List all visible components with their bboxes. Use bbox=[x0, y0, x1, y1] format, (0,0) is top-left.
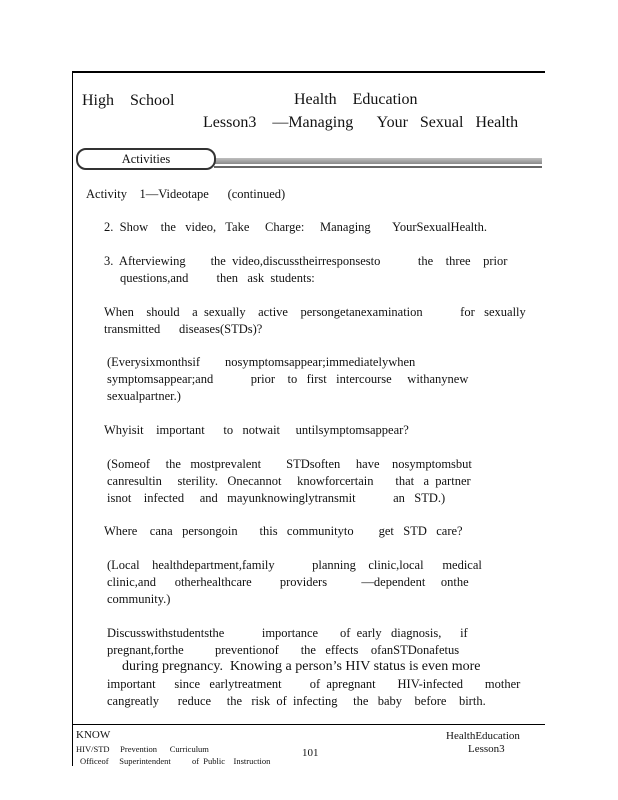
page-number: 101 bbox=[302, 747, 319, 759]
step-2: 2. Show the video, Take Charge: Managing YourSexualHealth. bbox=[104, 220, 487, 234]
footer-office: Officeof Superintendent of Public Instruction bbox=[80, 756, 271, 766]
tab-bar-rule bbox=[212, 158, 542, 164]
footer-know: KNOW bbox=[76, 729, 111, 741]
lesson-title: Lesson3 —Managing Your Sexual Health bbox=[203, 114, 519, 131]
activity-title: Activity 1—Videotape (continued) bbox=[86, 187, 286, 201]
activities-tab-bar bbox=[76, 148, 542, 170]
tab-bar-shadow bbox=[214, 166, 542, 168]
activities-tab[interactable]: Activities bbox=[76, 148, 216, 170]
page-frame-left bbox=[72, 71, 73, 766]
course-subject: Health Education bbox=[294, 91, 418, 108]
answer-3-line2: clinic,and otherhealthcare providers —dependent onthe bbox=[107, 575, 469, 589]
answer-1-line1: (Everysixmonthsif nosymptomsappear;immediatelywhen bbox=[107, 355, 416, 369]
answer-1-line2: symptomsappear;and prior to first intercourse withanynew bbox=[107, 372, 469, 386]
footer-subject: HealthEducation bbox=[446, 730, 520, 742]
question-3: Where cana persongoin this communityto get STD care? bbox=[104, 524, 463, 538]
question-2: Whyisit important to notwait untilsymptomsappear? bbox=[104, 423, 409, 437]
discuss-line1: Discusswithstudentsthe importance of early diagnosis, if bbox=[107, 626, 468, 640]
answer-3-line3: community.) bbox=[107, 592, 171, 606]
answer-2-line3: isnot infected and mayunknowinglytransmit an STD.) bbox=[107, 491, 446, 505]
question-1-line2: transmitted diseases(STDs)? bbox=[104, 322, 263, 336]
footer-curriculum: HIV/STD Prevention Curriculum bbox=[76, 744, 209, 754]
answer-3-line1: (Local healthdepartment,family planning clinic,local medical bbox=[107, 558, 482, 572]
page-frame-top bbox=[72, 71, 545, 73]
footer-lesson: Lesson3 bbox=[468, 743, 505, 755]
step-3-line1: 3. Afterviewing the video,discusstheirresponsesto the three prior bbox=[104, 254, 508, 268]
answer-1-line3: sexualpartner.) bbox=[107, 389, 181, 403]
course-level: High School bbox=[82, 92, 175, 109]
answer-2-line1: (Someof the mostprevalent STDsoften have nosymptomsbut bbox=[107, 457, 472, 471]
question-1-line1: When should a sexually active persongetanexamination for sexually bbox=[104, 305, 526, 319]
discuss-line5: cangreatly reduce the risk of infecting the baby before birth. bbox=[107, 694, 486, 708]
answer-2-line2: canresultin sterility. Onecannot knowforcertain that a partner bbox=[107, 474, 471, 488]
discuss-line3: during pregnancy. Knowing a person’s HIV status is even more bbox=[122, 659, 481, 674]
discuss-line4: important since earlytreatment of apregnant HIV-infected mother bbox=[107, 677, 521, 691]
discuss-line2: pregnant,forthe preventionof the effects ofanSTDonafetus bbox=[107, 643, 460, 657]
footer-divider bbox=[72, 724, 545, 725]
step-3-line2: questions,and then ask students: bbox=[120, 271, 315, 285]
